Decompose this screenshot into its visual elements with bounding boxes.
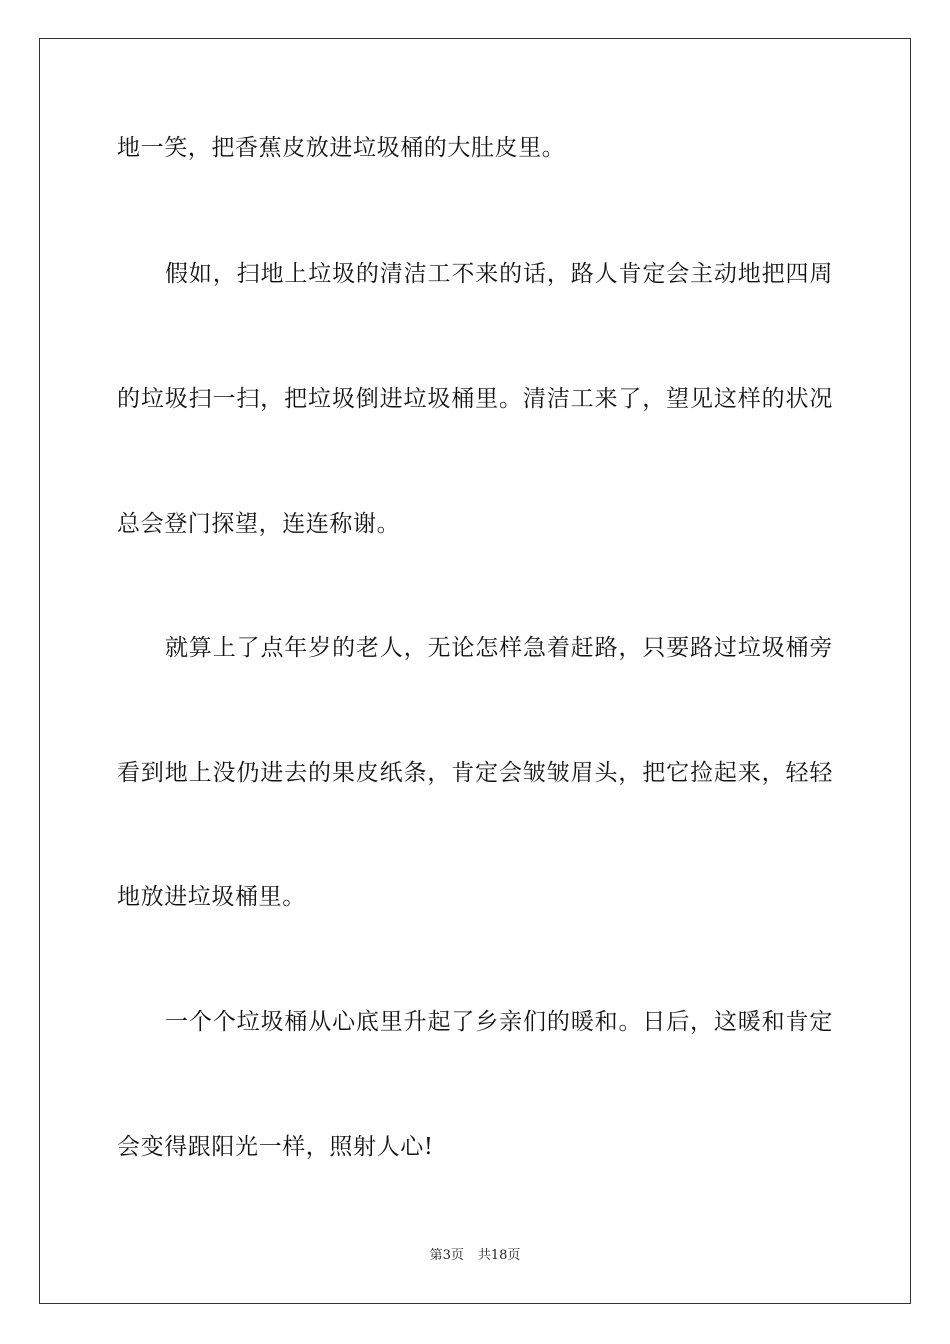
text-line: 假如，扫地上垃圾的清洁工不来的话，路人肯定会主动地把四周 [165, 261, 833, 287]
page-border [39, 38, 911, 1304]
page-total: 共18页 [477, 1248, 521, 1263]
text-line: 看到地上没仍进去的果皮纸条，肯定会皱皱眉头，把它捡起来，轻轻 [117, 760, 833, 786]
text-line: 地一笑，把香蕉皮放进垃圾桶的大肚皮里。 [117, 135, 566, 161]
text-line: 一个个垃圾桶从心底里升起了乡亲们的暖和。日后，这暖和肯定 [165, 1009, 833, 1035]
text-line: 就算上了点年岁的老人，无论怎样急着赶路，只要路过垃圾桶旁 [165, 635, 833, 661]
text-line: 的垃圾扫一扫，把垃圾倒进垃圾桶里。清洁工来了，望见这样的状况 [117, 386, 833, 412]
text-line: 总会登门探望，连连称谢。 [117, 511, 401, 537]
text-line: 会变得跟阳光一样，照射人心! [117, 1134, 434, 1160]
page-footer [0, 1246, 950, 1266]
text-line: 地放进垃圾桶里。 [117, 884, 306, 910]
page-number: 第3页 [429, 1248, 464, 1263]
